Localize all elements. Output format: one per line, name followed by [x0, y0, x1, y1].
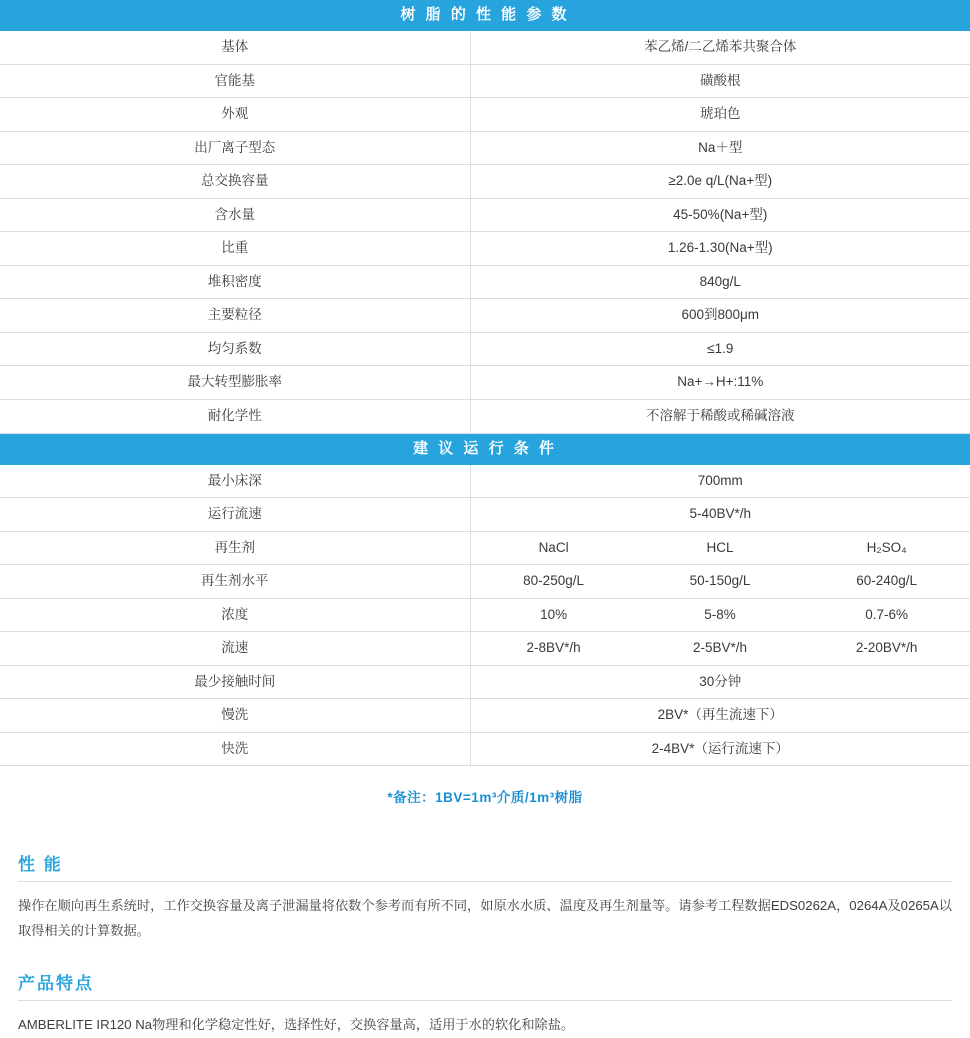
table-row — [0, 64, 970, 98]
row-label: 堆积密度 — [0, 265, 470, 299]
section-header-resin-params: 树 脂 的 性 能 参 数 — [0, 0, 970, 31]
divider — [18, 1000, 952, 1001]
row-value: 600到800μm — [470, 299, 970, 333]
row-label: 运行流速 — [0, 498, 470, 532]
performance-block — [0, 850, 970, 943]
row-value-col2: 2-5BV*/h — [637, 632, 804, 666]
table-row — [0, 131, 970, 165]
row-value: 2BV*（再生流速下） — [470, 699, 970, 733]
table-row — [0, 565, 970, 599]
row-value-col2: HCL — [637, 531, 804, 565]
features-block — [0, 969, 970, 1037]
row-label: 快洗 — [0, 732, 470, 766]
row-value: ≤1.9 — [470, 332, 970, 366]
row-label: 均匀系数 — [0, 332, 470, 366]
row-label: 基体 — [0, 31, 470, 64]
row-value: ≥2.0e q/L(Na+型) — [470, 165, 970, 199]
performance-title: 性 能 — [18, 855, 63, 875]
row-value: 琥珀色 — [470, 98, 970, 132]
table-row — [0, 498, 970, 532]
row-value: 苯乙烯/二乙烯苯共聚合体 — [470, 31, 970, 64]
row-value: 700mm — [470, 465, 970, 498]
table-row — [0, 98, 970, 132]
row-value-col3: 2-20BV*/h — [803, 632, 970, 666]
row-label: 总交换容量 — [0, 165, 470, 199]
row-label: 耐化学性 — [0, 400, 470, 434]
table-footnote: *备注：1BV=1m³介质/1m³树脂 — [387, 790, 583, 806]
row-value: 2-4BV*（运行流速下） — [470, 732, 970, 766]
row-label: 最大转型膨胀率 — [0, 366, 470, 400]
row-value: 1.26-1.30(Na+型) — [470, 232, 970, 266]
row-value: 30分钟 — [470, 665, 970, 699]
row-value-col2: 50-150g/L — [637, 565, 804, 599]
row-value: Na+→H+:11% — [470, 366, 970, 400]
row-value-col1: 80-250g/L — [470, 565, 637, 599]
row-value-col3: H₂SO₄ — [803, 531, 970, 565]
resin-params-table — [0, 31, 970, 434]
row-value: 45-50%(Na+型) — [470, 198, 970, 232]
row-label: 外观 — [0, 98, 470, 132]
table-row — [0, 265, 970, 299]
row-label: 慢洗 — [0, 699, 470, 733]
table-row — [0, 299, 970, 333]
table-row — [0, 632, 970, 666]
table-row — [0, 400, 970, 434]
row-label: 最小床深 — [0, 465, 470, 498]
row-label: 再生剂水平 — [0, 565, 470, 599]
table-row — [0, 732, 970, 766]
table-row — [0, 531, 970, 565]
table-row — [0, 198, 970, 232]
row-label: 再生剂 — [0, 531, 470, 565]
row-label: 流速 — [0, 632, 470, 666]
table-row — [0, 165, 970, 199]
row-label: 主要粒径 — [0, 299, 470, 333]
row-label: 最少接触时间 — [0, 665, 470, 699]
section-header-operating-conditions: 建 议 运 行 条 件 — [0, 434, 970, 465]
row-value: 不溶解于稀酸或稀碱溶液 — [470, 400, 970, 434]
row-label: 含水量 — [0, 198, 470, 232]
divider — [18, 881, 952, 882]
table-row — [0, 232, 970, 266]
row-value-col3: 60-240g/L — [803, 565, 970, 599]
row-value-col1: 2-8BV*/h — [470, 632, 637, 666]
row-value: 5-40BV*/h — [470, 498, 970, 532]
operating-conditions-body — [0, 465, 970, 766]
resin-params-body — [0, 31, 970, 433]
row-value-col1: 10% — [470, 598, 637, 632]
operating-conditions-table — [0, 465, 970, 767]
row-value-col2: 5-8% — [637, 598, 804, 632]
table-row — [0, 598, 970, 632]
row-value-col1: NaCl — [470, 531, 637, 565]
row-label: 出厂离子型态 — [0, 131, 470, 165]
row-value: Na＋型 — [470, 131, 970, 165]
row-value-col3: 0.7-6% — [803, 598, 970, 632]
row-value: 840g/L — [470, 265, 970, 299]
row-label: 比重 — [0, 232, 470, 266]
row-label: 官能基 — [0, 64, 470, 98]
features-text: AMBERLITE IR120 Na物理和化学稳定性好，选择性好，交换容量高，适用于水的软化和除盐。 — [18, 1017, 575, 1033]
row-value: 磺酸根 — [470, 64, 970, 98]
table-row — [0, 699, 970, 733]
table-row — [0, 31, 970, 64]
table-row — [0, 332, 970, 366]
table-row — [0, 465, 970, 498]
row-label: 浓度 — [0, 598, 470, 632]
features-title: 产品特点 — [18, 974, 94, 994]
performance-text: 操作在顺向再生系统时，工作交换容量及离子泄漏量将依数个参考而有所不同，如原水水质、温度及再生剂量等。请参考工程数据EDS0262A，0264A及0265A以取得相关的计算数据。 — [18, 898, 952, 938]
table-row — [0, 665, 970, 699]
table-row — [0, 366, 970, 400]
